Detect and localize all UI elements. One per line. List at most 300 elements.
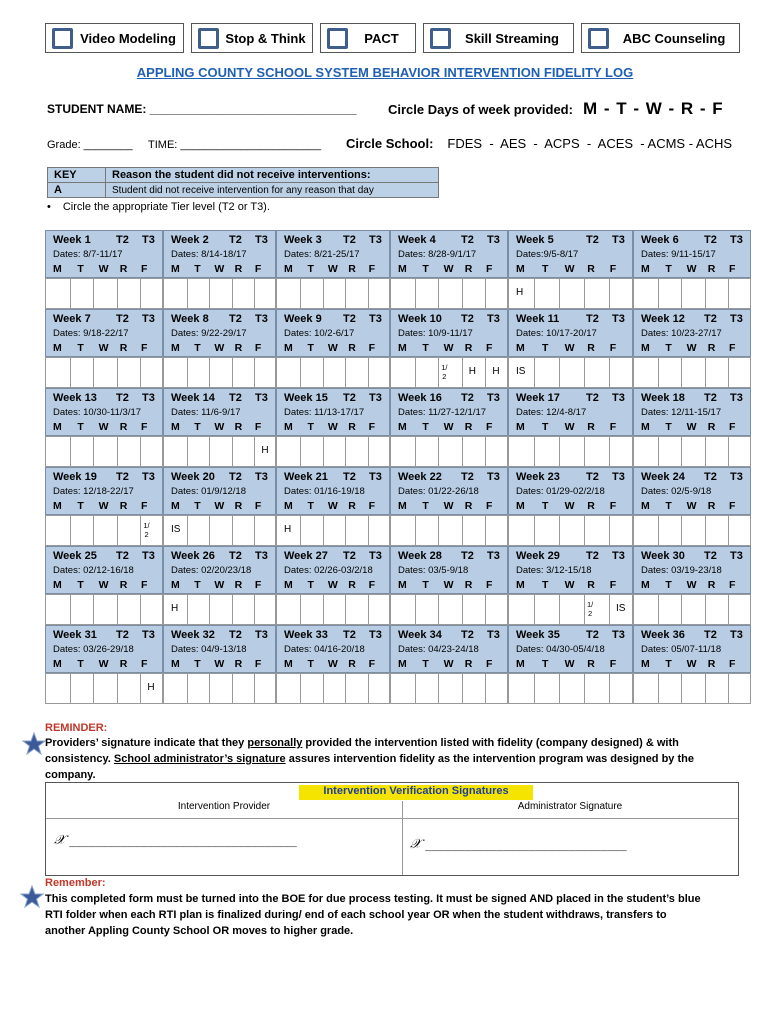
tier-t3-option[interactable]: T3 [487, 313, 500, 325]
day-letter: M [171, 579, 180, 591]
day-letter: R [464, 500, 473, 512]
week-header [633, 388, 751, 436]
day-letter: W [443, 500, 454, 512]
day-letter: W [327, 658, 338, 670]
week-dates: Dates: 12/18-22/17 [53, 486, 134, 497]
program-label: PACT [364, 30, 399, 46]
day-divider [728, 358, 729, 388]
day-divider [209, 516, 210, 546]
day-letter: R [234, 263, 243, 275]
tier-t3-option[interactable]: T3 [730, 392, 743, 404]
day-letter: W [443, 579, 454, 591]
day-divider [681, 437, 682, 467]
day-divider [485, 279, 486, 309]
tier-t2-option[interactable]: T2 [586, 313, 599, 325]
day-divider [93, 516, 94, 546]
week-label: Week 3 [284, 234, 322, 246]
tier-t2-option[interactable]: T2 [343, 392, 356, 404]
tier-t3-option[interactable]: T3 [369, 313, 382, 325]
day-letter: M [516, 263, 525, 275]
day-letter: F [254, 342, 262, 354]
day-mark[interactable]: IS [516, 366, 526, 377]
week-dates: Dates: 11/6-9/17 [171, 407, 241, 418]
week-header [508, 546, 633, 594]
day-divider [705, 595, 706, 625]
day-divider [705, 674, 706, 704]
circle-school-row [346, 136, 732, 151]
tier-t2-option[interactable]: T2 [586, 234, 599, 246]
day-mark[interactable]: H [171, 603, 179, 614]
attendance-row[interactable] [163, 436, 276, 467]
day-letter: W [443, 263, 454, 275]
day-letter: W [443, 421, 454, 433]
day-divider [462, 674, 463, 704]
week-dates: Dates: 12/4-8/17 [516, 407, 587, 418]
tier-t2-option[interactable]: T2 [461, 313, 474, 325]
tier-t3-option[interactable]: T3 [255, 629, 268, 641]
week-dates: Dates: 12/11-15/17 [641, 407, 722, 418]
tier-t2-option[interactable]: T2 [461, 629, 474, 641]
day-letter: R [234, 342, 243, 354]
day-letter: M [398, 421, 407, 433]
attendance-row[interactable] [508, 673, 633, 704]
reminder-heading: REMINDER: [45, 722, 108, 734]
week-header [163, 625, 276, 673]
tier-t2-option[interactable]: T2 [586, 392, 599, 404]
program-stop-think[interactable] [191, 23, 313, 53]
week-label: Week 27 [284, 550, 328, 562]
tier-t2-option[interactable]: T2 [229, 471, 242, 483]
tier-t2-option[interactable]: T2 [343, 313, 356, 325]
checkbox-icon[interactable] [198, 28, 219, 49]
signature-table [45, 782, 739, 876]
tier-t3-option[interactable]: T3 [730, 550, 743, 562]
attendance-row[interactable] [633, 278, 751, 309]
tier-t2-option[interactable]: T2 [229, 550, 242, 562]
tier-t2-option[interactable]: T2 [586, 471, 599, 483]
time-field[interactable]: TIME: _______________________ [148, 139, 322, 151]
tier-t3-option[interactable]: T3 [142, 550, 155, 562]
tier-t2-option[interactable]: T2 [343, 629, 356, 641]
attendance-row[interactable] [508, 515, 633, 546]
day-divider [140, 279, 141, 309]
day-letter: T [194, 500, 201, 512]
tier-t3-option[interactable]: T3 [612, 629, 625, 641]
tier-t3-option[interactable]: T3 [487, 392, 500, 404]
tier-t2-option[interactable]: T2 [116, 471, 129, 483]
day-divider [534, 358, 535, 388]
tier-t3-option[interactable]: T3 [369, 550, 382, 562]
star-icon [20, 885, 44, 909]
tier-t3-option[interactable]: T3 [730, 234, 743, 246]
tier-t2-option[interactable]: T2 [116, 234, 129, 246]
tier-t3-option[interactable]: T3 [255, 313, 268, 325]
day-letter: R [234, 500, 243, 512]
day-mark[interactable]: H [468, 366, 477, 377]
day-mark[interactable]: H [261, 445, 269, 456]
attendance-row[interactable] [390, 278, 508, 309]
day-divider [117, 279, 118, 309]
tier-t3-option[interactable]: T3 [730, 313, 743, 325]
day-letter: T [77, 579, 84, 591]
day-letter: M [398, 658, 407, 670]
tier-t2-option[interactable]: T2 [116, 629, 129, 641]
grade-field[interactable]: Grade: ________ [47, 139, 133, 151]
day-divider [70, 674, 71, 704]
day-divider [323, 595, 324, 625]
tier-t3-option[interactable]: T3 [255, 471, 268, 483]
program-pact[interactable] [320, 23, 416, 53]
day-divider [209, 358, 210, 388]
tier-t2-option[interactable]: T2 [116, 313, 129, 325]
day-mark[interactable]: 1/ 2 [441, 363, 448, 381]
day-letter: R [119, 263, 128, 275]
day-letter: T [422, 579, 429, 591]
day-divider [462, 595, 463, 625]
day-mark[interactable]: IS [171, 524, 181, 535]
day-letter: T [307, 342, 314, 354]
day-divider [232, 279, 233, 309]
week-header [508, 467, 633, 515]
day-letter: F [140, 421, 148, 433]
tier-t2-option[interactable]: T2 [229, 313, 242, 325]
tier-t3-option[interactable]: T3 [730, 629, 743, 641]
attendance-row[interactable] [390, 673, 508, 704]
week-label: Week 11 [516, 313, 560, 325]
day-divider [559, 279, 560, 309]
week-header [276, 546, 390, 594]
day-letter: F [609, 658, 617, 670]
day-divider [93, 358, 94, 388]
tier-t2-option[interactable]: T2 [704, 234, 717, 246]
day-letter: T [665, 421, 672, 433]
tier-t2-option[interactable]: T2 [343, 471, 356, 483]
attendance-row[interactable] [390, 515, 508, 546]
day-letter: R [234, 658, 243, 670]
day-letter: R [348, 500, 356, 512]
day-mark[interactable]: IS [616, 603, 626, 614]
day-letter: F [368, 421, 376, 433]
day-letter: F [254, 500, 262, 512]
attendance-row[interactable] [276, 673, 390, 704]
day-divider [485, 358, 486, 388]
day-divider [609, 437, 610, 467]
day-divider [345, 516, 346, 546]
day-letter: M [516, 579, 525, 591]
day-divider [117, 437, 118, 467]
day-letter: F [140, 263, 148, 275]
day-mark[interactable]: H [284, 524, 292, 535]
attendance-row[interactable] [163, 673, 276, 704]
day-divider [209, 595, 210, 625]
attendance-row[interactable] [390, 357, 508, 388]
program-label: Stop & Think [225, 30, 306, 46]
day-divider [438, 358, 439, 388]
week-label: Week 22 [398, 471, 442, 483]
day-mark[interactable]: 1/ 2 [587, 600, 594, 618]
week-header [390, 546, 508, 594]
day-letter: R [119, 658, 128, 670]
tier-t3-option[interactable]: T3 [612, 313, 625, 325]
week-label: Week 29 [516, 550, 560, 562]
week-header [390, 309, 508, 357]
week-header [508, 230, 633, 278]
day-letter: W [327, 342, 338, 354]
day-letter: R [119, 579, 128, 591]
attendance-row[interactable] [508, 278, 633, 309]
day-divider [209, 279, 210, 309]
attendance-row[interactable] [508, 594, 633, 625]
day-letter: R [348, 579, 356, 591]
day-divider [93, 595, 94, 625]
day-divider [584, 516, 585, 546]
day-letter: F [609, 500, 617, 512]
day-letter: F [140, 500, 148, 512]
day-letter: M [641, 579, 650, 591]
program-video-modeling[interactable] [45, 23, 184, 53]
day-letter: W [327, 500, 338, 512]
tier-t3-option[interactable]: T3 [142, 471, 155, 483]
week-dates: Dates: 10/30-11/3/17 [53, 407, 142, 418]
week-dates: Dates: 9/18-22/17 [53, 328, 129, 339]
week-header [508, 309, 633, 357]
day-letter: W [564, 500, 575, 512]
program-skill-streaming[interactable] [423, 23, 574, 53]
reminder-part-1: Providers’ signature indicate that they [45, 737, 248, 749]
student-name-field[interactable]: STUDENT NAME: _______________________________ [47, 102, 357, 116]
tier-t2-option[interactable]: T2 [229, 234, 242, 246]
day-divider [209, 674, 210, 704]
day-letter: W [214, 579, 225, 591]
day-letter: F [609, 342, 617, 354]
attendance-row[interactable] [163, 515, 276, 546]
attendance-row[interactable] [45, 278, 163, 309]
checkbox-icon[interactable] [52, 28, 73, 49]
day-letter: T [541, 263, 549, 275]
program-abc-counseling[interactable] [581, 23, 740, 53]
day-letter: R [587, 263, 595, 275]
day-letter: T [194, 342, 201, 354]
week-dates: Dates: 04/30-05/4/18 [516, 644, 605, 655]
attendance-row[interactable] [276, 594, 390, 625]
tier-t2-option[interactable]: T2 [343, 234, 356, 246]
day-letter: M [284, 658, 293, 670]
day-letter: M [516, 342, 525, 354]
attendance-row[interactable] [45, 515, 163, 546]
attendance-row[interactable] [276, 515, 390, 546]
attendance-row[interactable] [45, 673, 163, 704]
tier-t3-option[interactable]: T3 [487, 629, 500, 641]
checkbox-icon[interactable] [327, 28, 348, 49]
day-divider [323, 516, 324, 546]
tier-t2-option[interactable]: T2 [343, 550, 356, 562]
day-letter: W [98, 421, 109, 433]
day-divider [93, 674, 94, 704]
day-divider [345, 279, 346, 309]
day-letter: T [422, 421, 429, 433]
day-letter: T [665, 658, 672, 670]
tier-t2-option[interactable]: T2 [461, 234, 474, 246]
tier-t3-option[interactable]: T3 [487, 550, 500, 562]
day-letter: F [254, 263, 262, 275]
attendance-row[interactable] [276, 278, 390, 309]
tier-t3-option[interactable]: T3 [369, 392, 382, 404]
day-letter: M [641, 658, 650, 670]
day-letter: M [641, 263, 650, 275]
attendance-row[interactable] [163, 278, 276, 309]
day-letter: W [686, 658, 697, 670]
tier-t3-option[interactable]: T3 [255, 550, 268, 562]
week-label: Week 9 [284, 313, 322, 325]
day-divider [584, 279, 585, 309]
tier-t2-option[interactable]: T2 [704, 471, 717, 483]
tier-t2-option[interactable]: T2 [586, 550, 599, 562]
attendance-row[interactable] [633, 436, 751, 467]
tier-t3-option[interactable]: T3 [487, 471, 500, 483]
day-divider [681, 358, 682, 388]
attendance-row[interactable] [390, 436, 508, 467]
tier-t3-option[interactable]: T3 [612, 234, 625, 246]
school-options[interactable]: FDES - AES - ACPS - ACES - ACMS - ACHS [447, 136, 733, 151]
checkbox-icon[interactable] [588, 28, 609, 49]
day-divider [415, 279, 416, 309]
day-divider [658, 595, 659, 625]
attendance-row[interactable] [633, 515, 751, 546]
week-header [633, 309, 751, 357]
day-mark[interactable]: H [492, 366, 500, 377]
day-letter: M [53, 579, 62, 591]
tier-t2-option[interactable]: T2 [461, 550, 474, 562]
tier-t3-option[interactable]: T3 [612, 392, 625, 404]
attendance-row[interactable] [163, 594, 276, 625]
tier-t2-option[interactable]: T2 [586, 629, 599, 641]
tier-t2-option[interactable]: T2 [116, 392, 129, 404]
tier-t3-option[interactable]: T3 [369, 234, 382, 246]
day-letter: M [171, 263, 180, 275]
tier-t3-option[interactable]: T3 [369, 629, 382, 641]
day-letter: M [171, 500, 180, 512]
day-divider [140, 358, 141, 388]
day-letter: R [707, 342, 716, 354]
week-label: Week 19 [53, 471, 97, 483]
day-divider [681, 279, 682, 309]
day-mark[interactable]: H [147, 682, 155, 693]
tier-t3-option[interactable]: T3 [142, 313, 155, 325]
reminder-part-2: provided the intervention listed with fidelity (company designed) & with consistency. [45, 737, 679, 765]
day-letter: R [464, 342, 473, 354]
remember-heading: Remember: [45, 877, 106, 889]
tier-t3-option[interactable]: T3 [612, 550, 625, 562]
attendance-row[interactable] [45, 357, 163, 388]
day-letter: R [707, 579, 716, 591]
day-letter: T [77, 658, 84, 670]
tier-t2-option[interactable]: T2 [229, 629, 242, 641]
day-mark[interactable]: 1/ 2 [143, 521, 150, 539]
tier-t3-option[interactable]: T3 [369, 471, 382, 483]
tier-t2-option[interactable]: T2 [461, 471, 474, 483]
day-divider [658, 674, 659, 704]
day-divider [232, 595, 233, 625]
attendance-row[interactable] [508, 357, 633, 388]
week-header [276, 625, 390, 673]
tier-instruction [47, 201, 270, 213]
tier-t2-option[interactable]: T2 [704, 313, 717, 325]
tier-t3-option[interactable]: T3 [487, 234, 500, 246]
tier-t3-option[interactable]: T3 [255, 234, 268, 246]
day-letter: W [443, 658, 454, 670]
attendance-row[interactable] [633, 594, 751, 625]
tier-t2-option[interactable]: T2 [704, 629, 717, 641]
tier-t2-option[interactable]: T2 [116, 550, 129, 562]
tier-t3-option[interactable]: T3 [255, 392, 268, 404]
day-letter: T [422, 342, 429, 354]
week-dates: Dates: 8/7-11/17 [53, 249, 123, 260]
week-dates: Dates: 01/16-19/18 [284, 486, 365, 497]
attendance-row[interactable] [45, 594, 163, 625]
day-letter: W [98, 579, 109, 591]
day-divider [534, 674, 535, 704]
day-letter: F [254, 579, 262, 591]
tier-t3-option[interactable]: T3 [612, 471, 625, 483]
tier-t2-option[interactable]: T2 [704, 392, 717, 404]
circle-days-value[interactable]: M - T - W - R - F [582, 99, 724, 118]
week-header [276, 388, 390, 436]
day-divider [368, 279, 369, 309]
week-header [633, 230, 751, 278]
key-description: Student did not receive intervention for any reason that day [106, 183, 439, 198]
attendance-row[interactable] [45, 436, 163, 467]
tier-t2-option[interactable]: T2 [461, 392, 474, 404]
day-letter: W [327, 579, 338, 591]
attendance-row[interactable] [633, 673, 751, 704]
day-letter: M [284, 421, 293, 433]
day-letter: W [214, 421, 225, 433]
admin-signature-line[interactable]: 𝒳 _______________________________ [410, 837, 627, 852]
day-divider [485, 595, 486, 625]
provider-signature-line[interactable]: 𝒳 ___________________________________ [54, 833, 297, 848]
attendance-row[interactable] [633, 357, 751, 388]
day-divider [534, 437, 535, 467]
attendance-row[interactable] [276, 436, 390, 467]
day-letter: M [284, 263, 293, 275]
day-letter: W [564, 579, 575, 591]
day-letter: R [234, 579, 243, 591]
day-mark[interactable]: H [516, 287, 524, 298]
day-letter: M [516, 421, 525, 433]
tier-t3-option[interactable]: T3 [142, 629, 155, 641]
day-divider [534, 279, 535, 309]
tier-t3-option[interactable]: T3 [142, 392, 155, 404]
week-header [163, 546, 276, 594]
day-letter: R [234, 421, 243, 433]
attendance-row[interactable] [508, 436, 633, 467]
tier-t2-option[interactable]: T2 [704, 550, 717, 562]
attendance-row[interactable] [163, 357, 276, 388]
day-letter: R [348, 421, 356, 433]
tier-t3-option[interactable]: T3 [730, 471, 743, 483]
tier-t2-option[interactable]: T2 [229, 392, 242, 404]
week-dates: Dates: 04/9-13/18 [171, 644, 247, 655]
week-label: Week 14 [171, 392, 215, 404]
day-divider [254, 279, 255, 309]
week-label: Week 4 [398, 234, 436, 246]
attendance-row[interactable] [276, 357, 390, 388]
checkbox-icon[interactable] [430, 28, 451, 49]
attendance-row[interactable] [390, 594, 508, 625]
tier-t3-option[interactable]: T3 [142, 234, 155, 246]
day-divider [485, 437, 486, 467]
week-header [45, 546, 163, 594]
